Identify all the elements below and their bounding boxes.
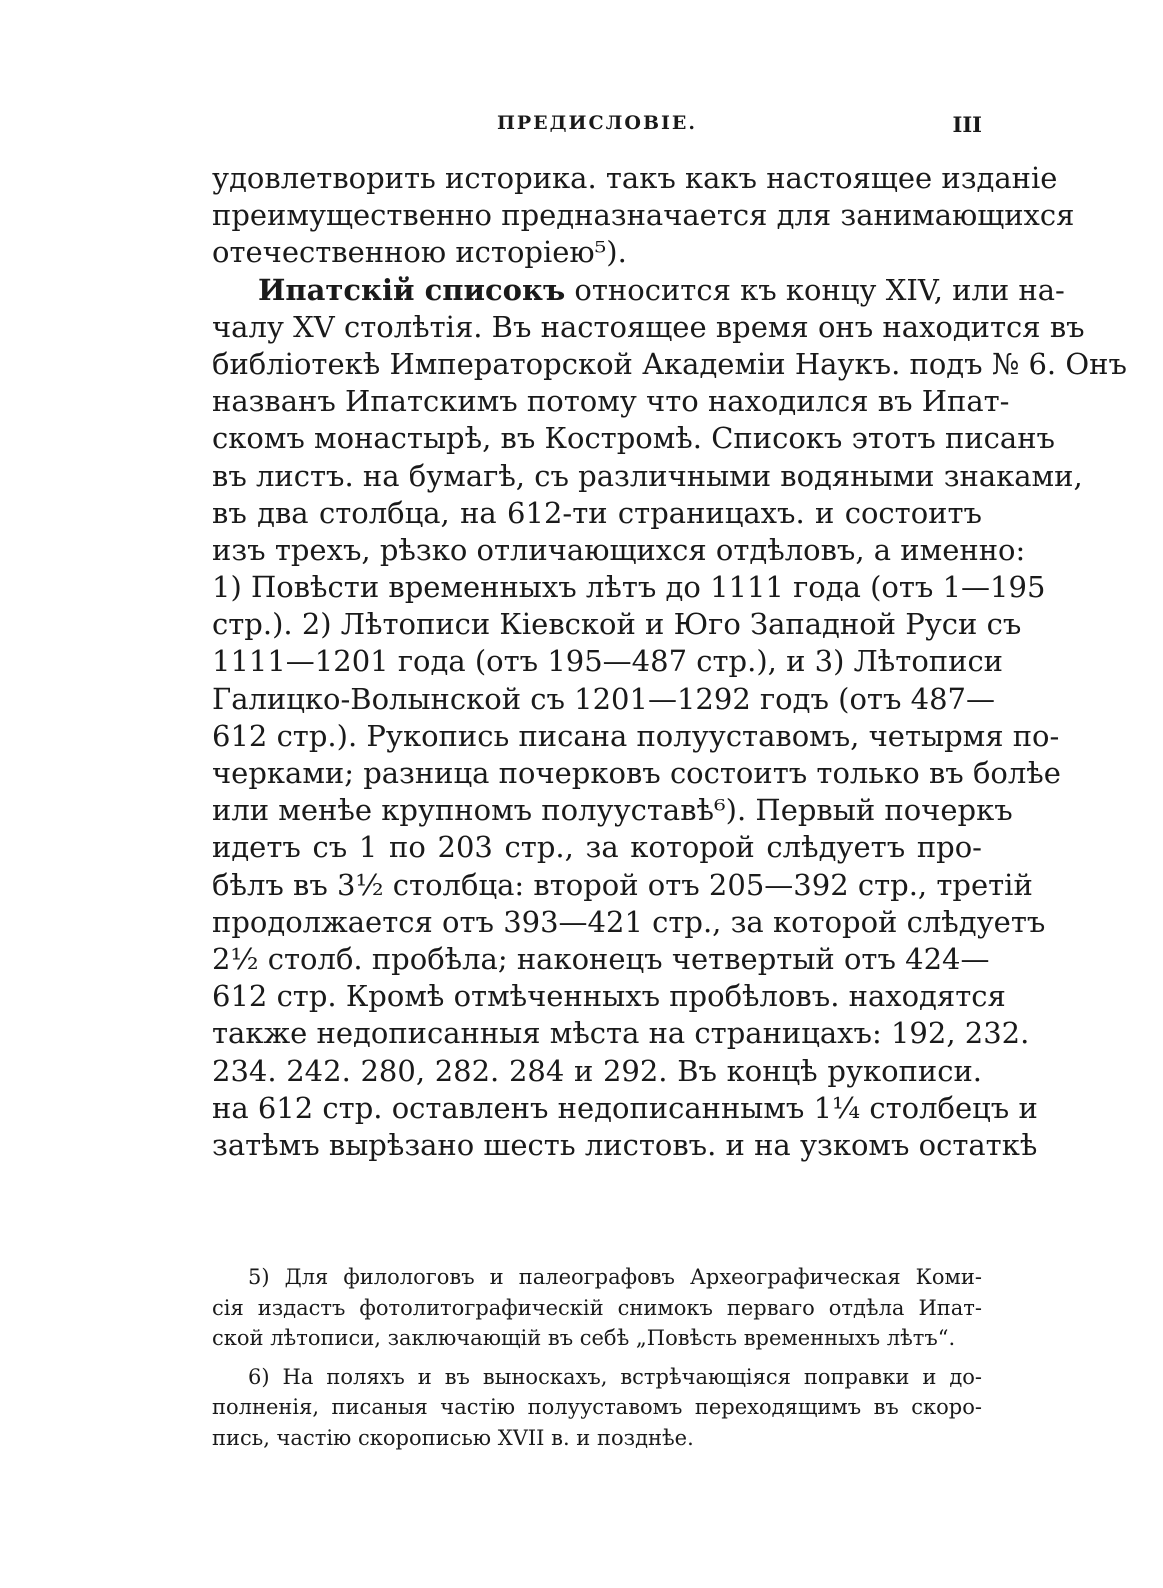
page-number: III — [952, 112, 982, 137]
text-line: идетъ съ 1 по 203 стр., за которой слѣдуетъ про- — [212, 830, 982, 865]
text-line: 612 стр.). Рукопись писана полууставомъ, четырмя по- — [212, 718, 1060, 753]
text-line: продолжается отъ 393—421 стр., за которой слѣдуетъ — [212, 904, 1046, 939]
paragraph-lead: Ипатскій списокъ — [258, 272, 566, 307]
text-line: Галицко-Волынской съ 1201—1292 годъ (отъ 487— — [212, 681, 995, 716]
footnotes — [212, 1262, 982, 1453]
text-line: стр.). 2) Лѣтописи Кіевской и Юго Западной Руси съ — [212, 607, 1022, 642]
footnote-5-line: сія издастъ фотолитографическій снимокъ перваго отдѣла Ипат- — [212, 1295, 982, 1320]
text-line: затѣмъ вырѣзано шесть листовъ. и на узкомъ остаткѣ — [212, 1127, 1038, 1162]
text-line-rest: относится къ концу XIV, или на- — [565, 272, 1065, 307]
text-line: скомъ монастырѣ, въ Костромѣ. Списокъ этотъ писанъ — [212, 421, 1055, 456]
text-line: преимущественно предназначается для занимающихся — [212, 198, 1075, 233]
running-title: ПРЕДИСЛОВІЕ. — [496, 112, 698, 134]
text-line: на 612 стр. оставленъ недописаннымъ 1¼ столбецъ и — [212, 1090, 1038, 1125]
text-line: 1111—1201 года (отъ 195—487 стр.), и 3) Лѣтописи — [212, 644, 1004, 679]
text-line: 612 стр. Кромѣ отмѣченныхъ пробѣловъ. находятся — [212, 979, 1006, 1014]
text-line: 2½ столб. пробѣла; наконецъ четвертый отъ 424— — [212, 941, 990, 976]
footnote-5-line: 5) Для филологовъ и палеографовъ Археографическая Коми- — [248, 1265, 982, 1289]
text-line: въ листъ. на бумагѣ, съ различными водяными знаками, — [212, 458, 1083, 493]
footnote-6-line: 6) На поляхъ и въ выноскахъ, встрѣчающіяся поправки и до- — [248, 1364, 982, 1389]
footnote-6-line: полненія, писаныя частію полууставомъ переходящимъ въ скоро- — [212, 1395, 982, 1419]
footnote-5-line: ской лѣтописи, заключающій въ себѣ „Повѣсть временныхъ лѣтъ“. — [212, 1326, 956, 1350]
text-line: также недописанныя мѣста на страницахъ: 192, 232. — [212, 1016, 1030, 1051]
text-line: бѣлъ въ 3½ столбца: второй отъ 205—392 стр., третій — [212, 867, 1033, 902]
text-line: библіотекѣ Императорской Академіи Наукъ. подъ № 6. Онъ — [212, 346, 1127, 381]
main-text — [212, 160, 1127, 1164]
text-line: 234. 242. 280, 282. 284 и 292. Въ концѣ рукописи. — [212, 1053, 982, 1088]
text-line: отечественною исторіею⁵). — [212, 235, 627, 270]
footnote-6-line: пись, частію скорописью XVII в. и позднѣе. — [212, 1425, 694, 1450]
running-head — [212, 112, 982, 142]
text-line: или менѣе крупномъ полууставѣ⁶). Первый почеркъ — [212, 793, 1013, 828]
text-line: чалу XV столѣтія. Въ настоящее время онъ находится въ — [212, 309, 1085, 344]
paragraph-lead-line — [212, 272, 1065, 309]
text-line: названъ Ипатскимъ потому что находился въ Ипат- — [212, 384, 1010, 419]
text-line: въ два столбца, на 612-ти страницахъ. и состоитъ — [212, 495, 982, 530]
text-line: 1) Повѣсти временныхъ лѣтъ до 1111 года (отъ 1—195 — [212, 570, 1046, 605]
text-line: удовлетворить историка. такъ какъ настоящее изданіе — [212, 161, 1058, 195]
text-line: изъ трехъ, рѣзко отличающихся отдѣловъ, а именно: — [212, 532, 1026, 567]
footnote-gap — [212, 1354, 982, 1362]
text-line: черками; разница почерковъ состоитъ только въ болѣе — [212, 756, 1061, 790]
